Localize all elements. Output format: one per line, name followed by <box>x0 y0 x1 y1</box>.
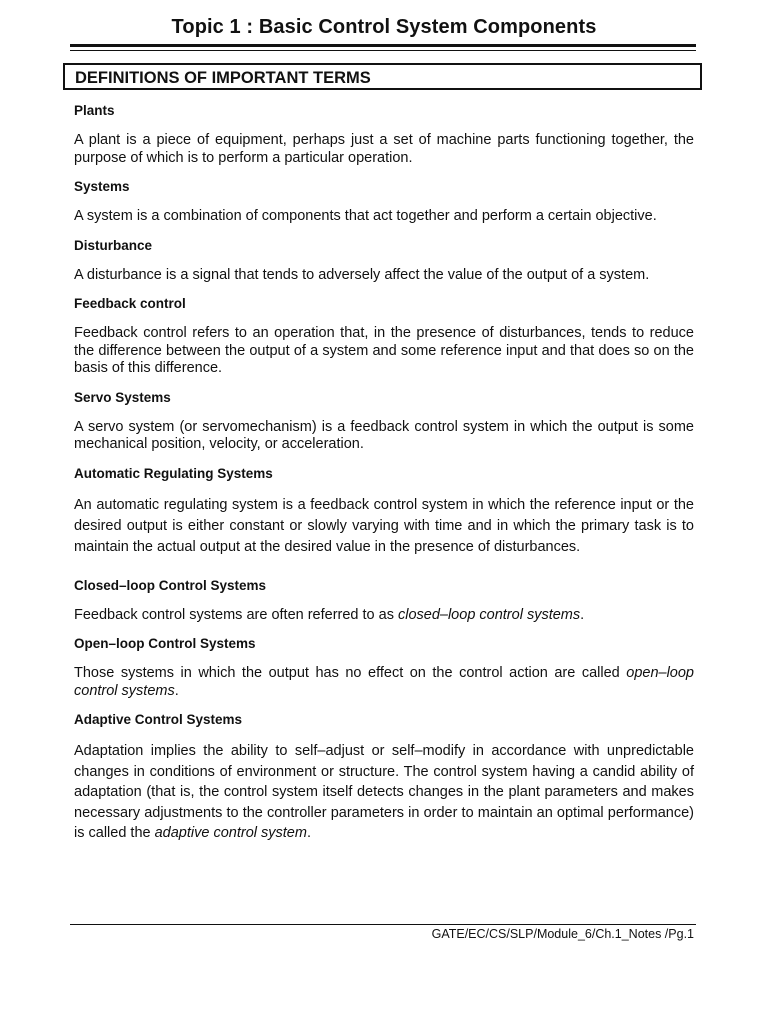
term-body-adaptive <box>74 741 694 844</box>
term-body-open-loop-text: Those systems in which the output has no effect on the control action are called <box>74 665 627 681</box>
term-body-adaptive-italic: adaptive control system <box>154 825 307 841</box>
term-body-automatic-regulating: An automatic regulating system is a feedback control system in which the reference input or the desired output is either constant or slowly varying with time and in which the primary task is to maintain the actual output at the desired value in the presence of disturbances. <box>74 496 694 555</box>
term-body-closed-loop <box>74 607 694 625</box>
term-body-open-loop-italic: open–loop control systems <box>74 665 694 699</box>
term-body-systems: A system is a combination of components that act together and perform a certain objective. <box>74 208 657 224</box>
term-body-closed-loop-end: . <box>580 606 585 623</box>
page-footer: GATE/EC/CS/SLP/Module_6/Ch.1_Notes /Pg.1 <box>431 927 694 941</box>
term-heading-systems: Systems <box>74 179 130 194</box>
term-body-feedback-control: Feedback control refers to an operation that, in the presence of disturbances, tends to reduce the difference between the output of a system and some reference input and that does so on the basis of this difference. <box>74 325 694 376</box>
term-heading-automatic-regulating: Automatic Regulating Systems <box>74 465 273 481</box>
term-heading-plants: Plants <box>74 103 115 118</box>
title-underline-thick <box>70 44 696 47</box>
term-heading-feedback-control: Feedback control <box>74 296 186 311</box>
footer-rule <box>70 924 696 925</box>
term-heading-adaptive: Adaptive Control Systems <box>74 712 243 727</box>
term-body-disturbance: A disturbance is a signal that tends to adversely affect the value of the output of a system. <box>74 266 650 283</box>
term-heading-open-loop: Open–loop Control Systems <box>74 636 256 651</box>
term-body-open-loop <box>74 665 694 700</box>
term-heading-disturbance: Disturbance <box>74 237 153 253</box>
definitions-list <box>74 102 694 855</box>
term-heading-servo-systems: Servo Systems <box>74 389 171 405</box>
term-body-adaptive-end: . <box>306 825 311 841</box>
section-title: DEFINITIONS OF IMPORTANT TERMS <box>75 69 371 87</box>
page-title: Topic 1 : Basic Control System Components <box>171 16 597 38</box>
term-body-servo-systems: A servo system (or servomechanism) is a feedback control system in which the output is some mechanical position, velocity, or acceleration. <box>74 418 694 452</box>
term-heading-closed-loop: Closed–loop Control Systems <box>74 577 267 593</box>
term-body-open-loop-end: . <box>174 682 179 699</box>
term-body-closed-loop-italic: closed–loop control systems <box>397 606 581 623</box>
term-body-adaptive-text: Adaptation implies the ability to self–adjust or self–modify in accordance with unpredictable changes in conditions of environment or structure. The control system having a candid ability of adaptation (that is, the control system itself detects changes in the plant parameters and makes necessary adjustments to the controller parameters in order to maintain an optimal performance) is called the <box>74 743 694 841</box>
title-underline-thin <box>70 50 696 51</box>
term-body-closed-loop-text: Feedback control systems are often referred to as <box>74 606 398 623</box>
section-box <box>63 63 702 90</box>
term-body-plants: A plant is a piece of equipment, perhaps just a set of machine parts functioning together, the purpose of which is to perform a particular operation. <box>74 132 694 166</box>
